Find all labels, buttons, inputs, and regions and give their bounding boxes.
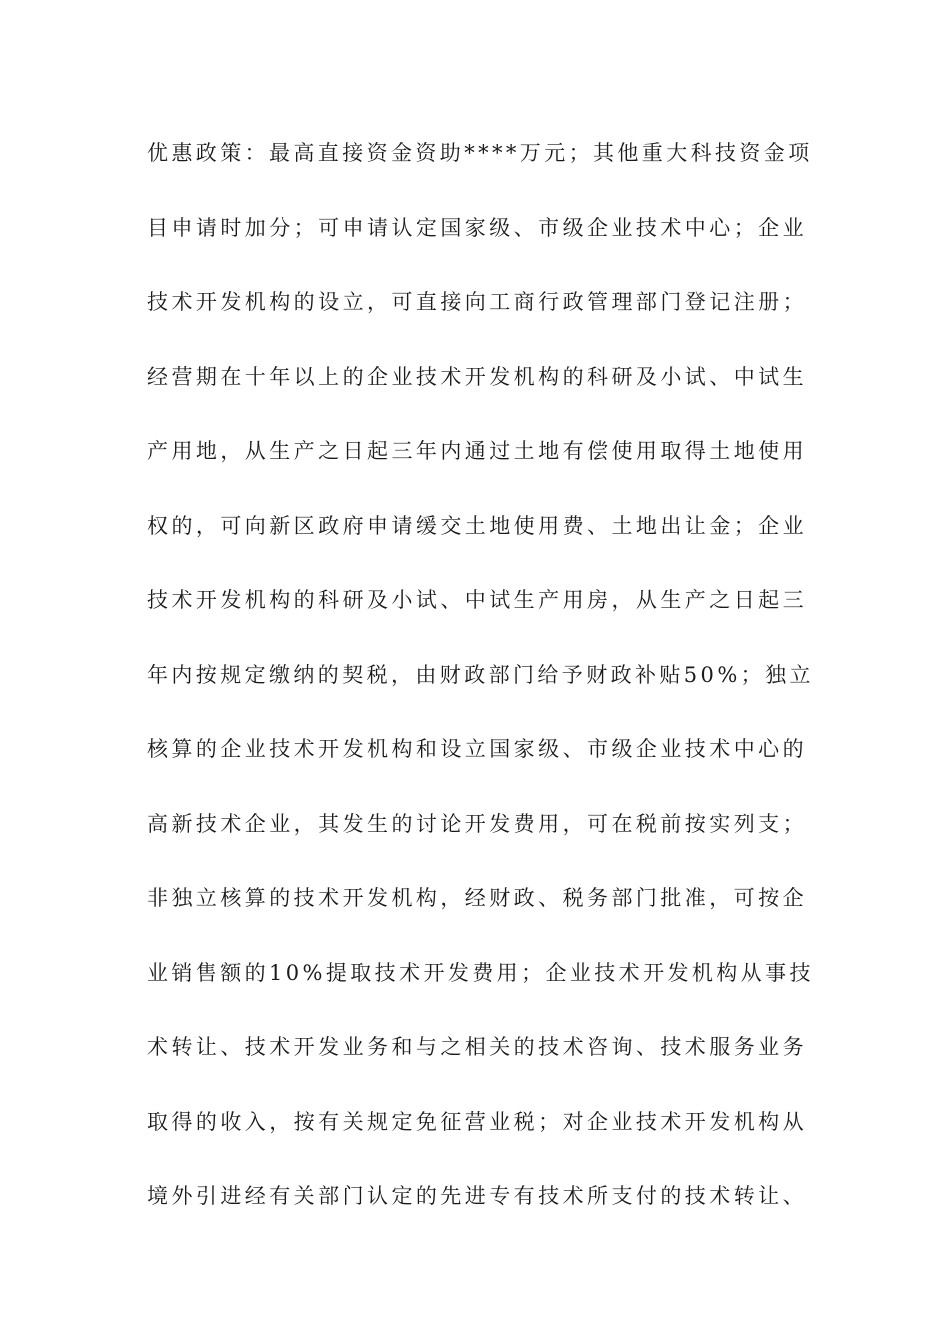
text-line: 技术开发机构的设立，可直接向工商行政管理部门登记注册； [147,290,807,314]
text-line: 核算的企业技术开发机构和设立国家级、市级企业技术中心的 [147,737,807,761]
text-line: 取得的收入，按有关规定免征营业税；对企业技术开发机构从 [147,1109,807,1134]
text-line: 技术开发机构的科研及小试、中试生产用房，从生产之日起三 [147,588,807,612]
text-line: 目申请时加分；可申请认定国家级、市级企业技术中心；企业 [147,215,807,240]
text-line: 非独立核算的技术开发机构，经财政、税务部门批准，可按企 [147,886,807,910]
text-line: 业销售额的10%提取技术开发费用；企业技术开发机构从事技 [147,960,814,985]
text-line: 经营期在十年以上的企业技术开发机构的科研及小试、中试生 [147,364,807,389]
text-line: 术转让、技术开发业务和与之相关的技术咨询、技术服务业务 [147,1035,807,1059]
text-line: 境外引进经有关部门认定的先进专有技术所支付的技术转让、 [147,1184,807,1208]
text-line: 高新技术企业，其发生的讨论开发费用，可在税前按实列支； [147,811,807,836]
text-line: 权的，可向新区政府申请缓交土地使用费、土地出让金；企业 [147,513,807,538]
text-line: 优惠政策：最高直接资金资助****万元；其他重大科技资金项 [147,141,813,165]
text-line: 产用地，从生产之日起三年内通过土地有偿使用取得土地使用 [147,439,807,463]
body-text [147,131,814,1249]
text-line: 年内按规定缴纳的契税，由财政部门给予财政补贴50%；独立 [147,662,814,687]
